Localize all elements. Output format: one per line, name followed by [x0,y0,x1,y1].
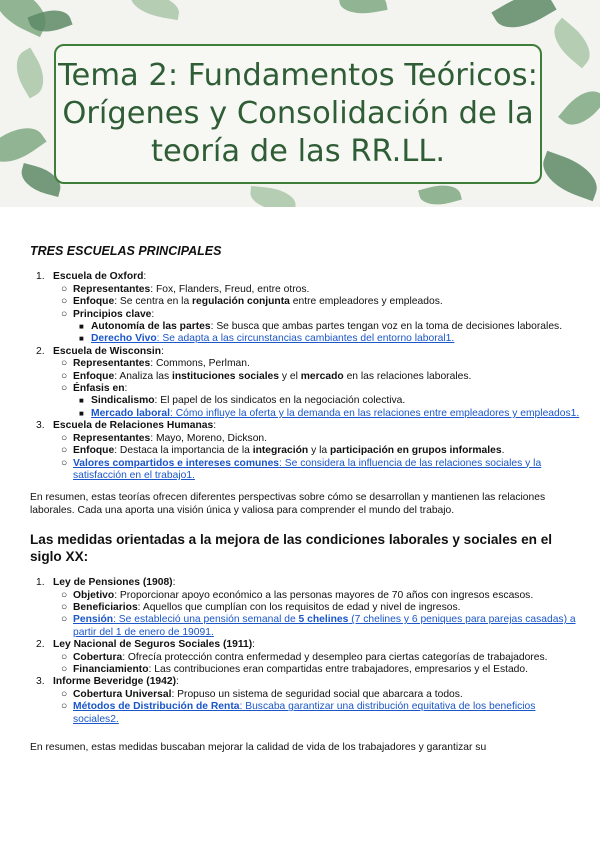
sub-sub-item: ■ Derecho Vivo: Se adapta a las circunstancias cambiantes del entorno laboral1. [79,333,455,345]
list-number: 2. [36,345,45,357]
measure-name: Informe Beveridge (1942) [53,676,177,688]
summary-paragraph-1: En resumen, estas teorías ofrecen diferentes perspectivas sobre cómo se desarrollan y mantienen las relaciones laborales. Cada una aporta una visión única y valiosa para comprender el mundo del trabajo. [30,492,546,516]
list-item-wisconsin: 2. Escuela de Wisconsin: [36,345,164,357]
list-item-oxford: 1. Escuela de Oxford: [36,271,147,283]
sub-item: ○ Enfoque: Se centra en la regulación conjunta entre empleadores y empleados. [61,296,443,308]
leaf-decoration [338,0,387,18]
school-name: Escuela de Oxford [53,271,144,283]
sub-item: ○ Objetivo: Proporcionar apoyo económico a las personas mayores de 70 años con ingresos escasos. [61,589,534,601]
derecho-vivo-link[interactable]: Derecho Vivo: Se adapta a las circunstancias cambiantes del entorno laboral1. [91,333,455,345]
sub-item: ○ Cobertura Universal: Propuso un sistema de seguridad social que abarcara a todos. [61,688,463,700]
document-body [30,245,580,754]
leaf-decoration [536,151,600,202]
pension-link[interactable]: Pensión: Se estableció una pensión semanal de 5 chelines (7 chelines y 6 peniques para parejas casadas) a partir del 1 de enero de 19091. [73,614,576,638]
list-item-relaciones-humanas: 3. Escuela de Relaciones Humanas: [36,420,217,432]
page-title-line-3: teoría de las RR.LL. [150,134,446,169]
section-heading-schools: TRES ESCUELAS PRINCIPALES [30,244,222,258]
leaf-decoration [491,0,556,38]
sub-item: ○ Beneficiarios: Aquellos que cumplían con los requisitos de edad y nivel de ingresos. [61,601,461,613]
list-number: 1. [36,577,45,589]
sub-sub-item: ■ Sindicalismo: El papel de los sindicatos en la negociación colectiva. [79,395,406,407]
metodos-distribucion-link[interactable]: Métodos de Distribución de Renta: Buscaba garantizar una distribución equitativa de los beneficios sociales2. [73,701,536,725]
leaf-decoration [558,82,600,133]
list-number: 3. [36,420,45,432]
sub-item: ○ Representantes: Commons, Perlman. [61,358,250,370]
title-frame [54,44,542,184]
sub-sub-item: ■ Autonomía de las partes: Se busca que ambas partes tengan voz en la toma de decisiones laborales. [79,321,563,333]
sub-item: ○ Cobertura: Ofrecía protección contra enfermedad y desempleo para ciertas categorías de trabajadores. [61,651,548,663]
sub-item: ○ Principios clave: [61,308,155,320]
leaf-decoration [128,0,181,20]
leaf-decoration [8,47,53,98]
sub-item: ○ Enfoque: Analiza las instituciones sociales y el mercado en las relaciones laborales. [61,370,472,382]
valores-compartidos-link[interactable]: Valores compartidos e intereses comunes: Se considera la influencia de las relaciones sociales y la satisfacción en el trabajo1. [73,457,542,481]
list-number: 3. [36,676,45,688]
leaf-decoration [249,186,297,207]
list-item-informe-beveridge: 3. Informe Beveridge (1942): [36,676,179,688]
measure-name: Ley Nacional de Seguros Sociales (1911) [53,639,253,651]
page-title-line-2: Orígenes y Consolidación de la [62,96,534,131]
list-number: 1. [36,271,45,283]
leaf-decoration [418,180,462,207]
leaf-decoration [545,18,598,69]
sub-item: ○ Pensión: Se estableció una pensión semanal de 5 chelines (7 chelines y 6 peniques para parejas casadas) a partir del 1 de enero de 19091. [61,614,576,638]
header-banner [0,0,600,207]
measure-name: Ley de Pensiones (1908) [53,577,173,589]
mercado-laboral-link[interactable]: Mercado laboral: Cómo influye la oferta y la demanda en las relaciones entre empleadores y empleados1. [91,407,580,419]
list-number: 2. [36,639,45,651]
school-name: Escuela de Wisconsin [53,345,162,357]
sub-item: ○ Valores compartidos e intereses comunes: Se considera la influencia de las relaciones sociales y la satisfacción en el trabajo1. [61,457,542,481]
school-name: Escuela de Relaciones Humanas [53,420,214,432]
sub-item: ○ Métodos de Distribución de Renta: Buscaba garantizar una distribución equitativa de los beneficios sociales2. [61,701,536,725]
sub-item: ○ Enfoque: Destaca la importancia de la integración y la participación en grupos informales. [61,445,505,457]
sub-item: ○ Financiamiento: Las contribuciones eran compartidas entre trabajadores, empresarios y el Estado. [61,663,528,675]
list-item-ley-pensiones: 1. Ley de Pensiones (1908): [36,577,176,589]
sub-item: ○ Énfasis en: [61,383,128,395]
summary-paragraph-2: En resumen, estas medidas buscaban mejorar la calidad de vida de los trabajadores y garantizar su [30,742,487,753]
sub-item: ○ Representantes: Fox, Flanders, Freud, entre otros. [61,283,310,295]
sub-item: ○ Representantes: Mayo, Moreno, Dickson. [61,432,268,444]
sub-sub-item: ■ Mercado laboral: Cómo influye la oferta y la demanda en las relaciones entre empleadores y empleados1. [79,407,580,419]
page-title-line-1: Tema 2: Fundamentos Teóricos: [58,58,538,93]
list-item-ley-seguros: 2. Ley Nacional de Seguros Sociales (1911): [36,639,256,651]
section-heading-measures: Las medidas orientadas a la mejora de las condiciones laborales y sociales en el siglo XX: [30,532,553,565]
